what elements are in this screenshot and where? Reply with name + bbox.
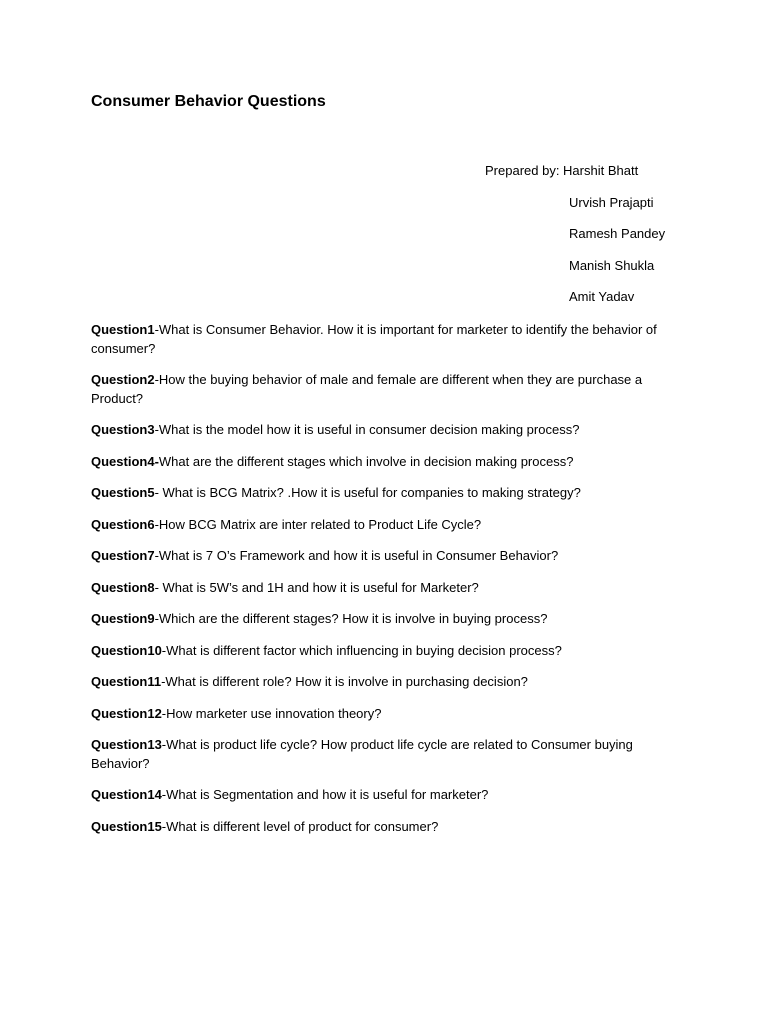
- author-name: Urvish Prajapti: [569, 194, 654, 210]
- question-item: [91, 736, 691, 773]
- question-list: [91, 321, 691, 849]
- question-label: Question4-: [91, 453, 159, 469]
- question-label: Question12: [91, 705, 162, 721]
- question-text: -What is product life cycle? How product life cycle are related to Consumer buying Behavior?: [91, 737, 633, 771]
- question-text: -What is Segmentation and how it is useful for marketer?: [161, 787, 489, 802]
- question-label: Question13: [91, 737, 162, 752]
- question-text: - What is 5W’s and 1H and how it is useful for Marketer?: [154, 579, 479, 595]
- question-item: [91, 453, 691, 472]
- question-text: -What is Consumer Behavior. How it is important for marketer to identify the behavior of consumer?: [91, 322, 657, 356]
- question-text: -How BCG Matrix are inter related to Product Life Cycle?: [154, 516, 482, 532]
- question-item: [91, 579, 691, 598]
- question-item: [91, 421, 691, 440]
- document-title: Consumer Behavior Questions: [91, 93, 326, 110]
- question-label: Question14: [91, 787, 162, 802]
- question-label: Question6: [91, 516, 155, 532]
- prepared-by-label: Prepared by:: [485, 163, 564, 178]
- question-label: Question5: [91, 485, 155, 500]
- question-label: Question2: [91, 372, 155, 387]
- question-item: [91, 673, 691, 692]
- question-item: [91, 516, 691, 535]
- author-name: Ramesh Pandey: [569, 226, 666, 241]
- author-name: Amit Yadav: [569, 289, 635, 304]
- question-text: -What is 7 O’s Framework and how it is useful in Consumer Behavior?: [154, 548, 559, 563]
- author-name: Harshit Bhatt: [563, 163, 639, 178]
- question-text: -What is different factor which influencing in buying decision process?: [161, 642, 562, 658]
- question-text: -What is the model how it is useful in consumer decision making process?: [154, 422, 580, 437]
- question-label: Question15: [91, 818, 162, 834]
- question-item: [91, 547, 691, 566]
- prepared-by-line: [485, 163, 665, 195]
- question-text: -How marketer use innovation theory?: [161, 705, 382, 721]
- question-label: Question1: [91, 322, 155, 337]
- question-item: [91, 786, 691, 805]
- question-label: Question7: [91, 548, 155, 563]
- question-label: Question3: [91, 422, 155, 437]
- question-item: [91, 371, 691, 408]
- question-text: - What is BCG Matrix? .How it is useful for companies to making strategy?: [154, 485, 581, 500]
- question-text: What are the different stages which involve in decision making process?: [158, 453, 574, 469]
- question-text: -What is different role? How it is involve in purchasing decision?: [161, 674, 528, 689]
- question-text: -Which are the different stages? How it is involve in buying process?: [154, 611, 548, 626]
- question-label: Question10: [91, 642, 162, 658]
- author-name: Manish Shukla: [569, 257, 655, 273]
- prepared-by-block: [485, 163, 665, 321]
- question-label: Question9: [91, 611, 155, 626]
- question-item: [91, 610, 691, 629]
- question-label: Question8: [91, 579, 155, 595]
- question-text: -What is different level of product for consumer?: [161, 818, 439, 834]
- question-item: [91, 321, 691, 358]
- question-item: [91, 642, 691, 661]
- question-item: [91, 705, 691, 724]
- question-text: -How the buying behavior of male and female are different when they are purchase a Product?: [91, 372, 643, 406]
- question-item: [91, 818, 691, 837]
- question-label: Question11: [91, 674, 162, 689]
- question-item: [91, 484, 691, 503]
